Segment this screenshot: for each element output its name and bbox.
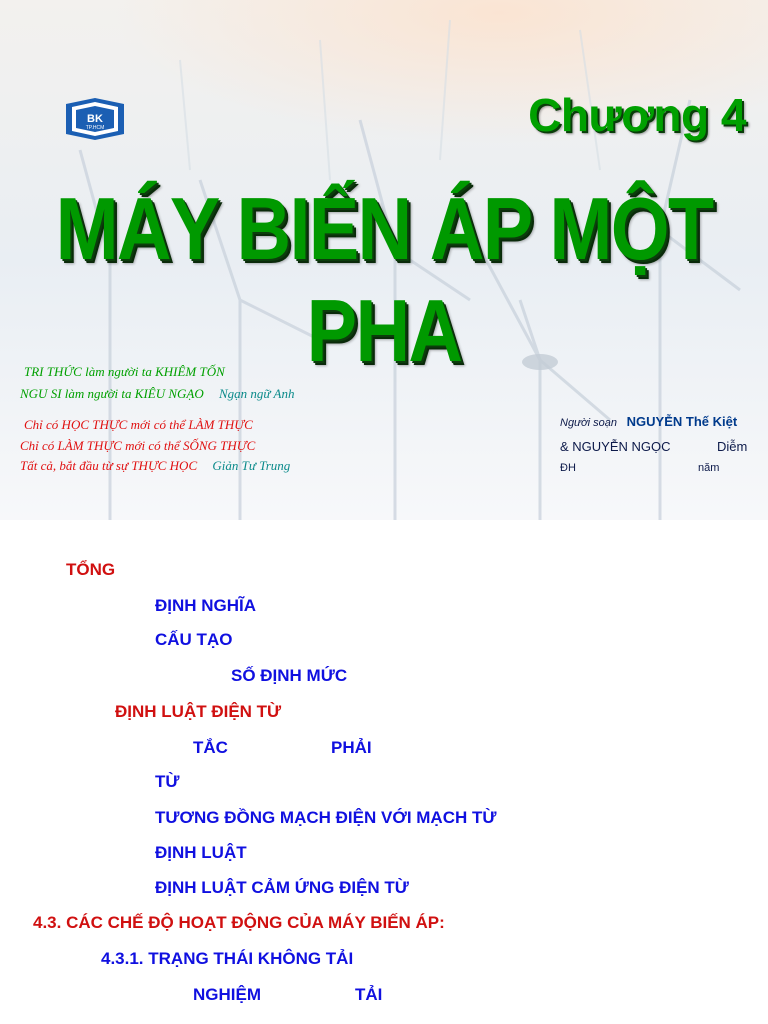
quote-source-2: Giản Tư Trung [212,458,291,473]
author-line-3 [560,462,750,474]
outline-item-12: 4.3. CÁC CHẾ ĐỘ HOẠT ĐỘNG CỦA MÁY BIẾN ÁP: [33,913,445,932]
outline-item-3: CẤU TẠO [155,630,233,649]
quote-source-1: Ngạn ngữ Anh [219,386,295,401]
author-year: năm [698,462,720,474]
quote-line-2-text: NGU SI làm người ta KIÊU NGẠO [20,386,204,401]
outline-item-6: TẮC [193,738,228,757]
outline-item-7: PHẢI [331,738,372,757]
quote-line-4: Chỉ có LÀM THỰC mới có thể SỐNG THỰC [20,438,256,453]
main-title: MÁY BIẾN ÁP MỘT PHA [55,179,713,380]
outline-item-9: TƯƠNG ĐỒNG MẠCH ĐIỆN VỚI MẠCH TỪ [155,808,497,827]
quote-line-3: Chỉ có HỌC THỰC mới có thể LÀM THỰC [24,417,253,432]
author-coauthor: & NGUYỄN NGỌC [560,439,671,454]
quote-line-5-text: Tất cả, bắt đầu từ sự THỰC HỌC [20,458,198,473]
outline-item-13: 4.3.1. TRẠNG THÁI KHÔNG TẢI [101,949,354,968]
logo-text-bk: BK [87,113,103,125]
outline-item-5: ĐỊNH LUẬT ĐIỆN TỪ [115,702,282,721]
outline-item-1: TỔNG [66,560,116,579]
chapter-heading: Chương 4 [528,89,746,141]
outline-item-15: TẢI [355,985,383,1004]
author-line-1 [560,414,737,429]
quote-line-5 [20,458,290,474]
outline-item-10: ĐỊNH LUẬT [155,843,247,862]
outline-item-11: ĐỊNH LUẬT CẢM ỨNG ĐIỆN TỪ [155,878,409,897]
author-coauthor-name: Diễm [717,439,748,454]
university-logo [62,98,128,140]
outline-item-14: NGHIỆM [193,985,261,1004]
author-line-2 [560,439,750,454]
outline-item-2: ĐỊNH NGHĨA [155,596,257,615]
author-school: ĐH [560,462,576,474]
quote-line-2 [20,386,294,402]
quote-line-1: TRI THỨC làm người ta KHIÊM TỐN [24,364,225,379]
outline-item-4: SỐ ĐỊNH MỨC [231,666,348,685]
logo-text-city: TP.HCM [85,125,105,131]
author-name: NGUYỄN Thế Kiệt [626,414,738,429]
outline-item-8: TỪ [155,772,180,791]
author-label: Người soạn [560,417,618,429]
